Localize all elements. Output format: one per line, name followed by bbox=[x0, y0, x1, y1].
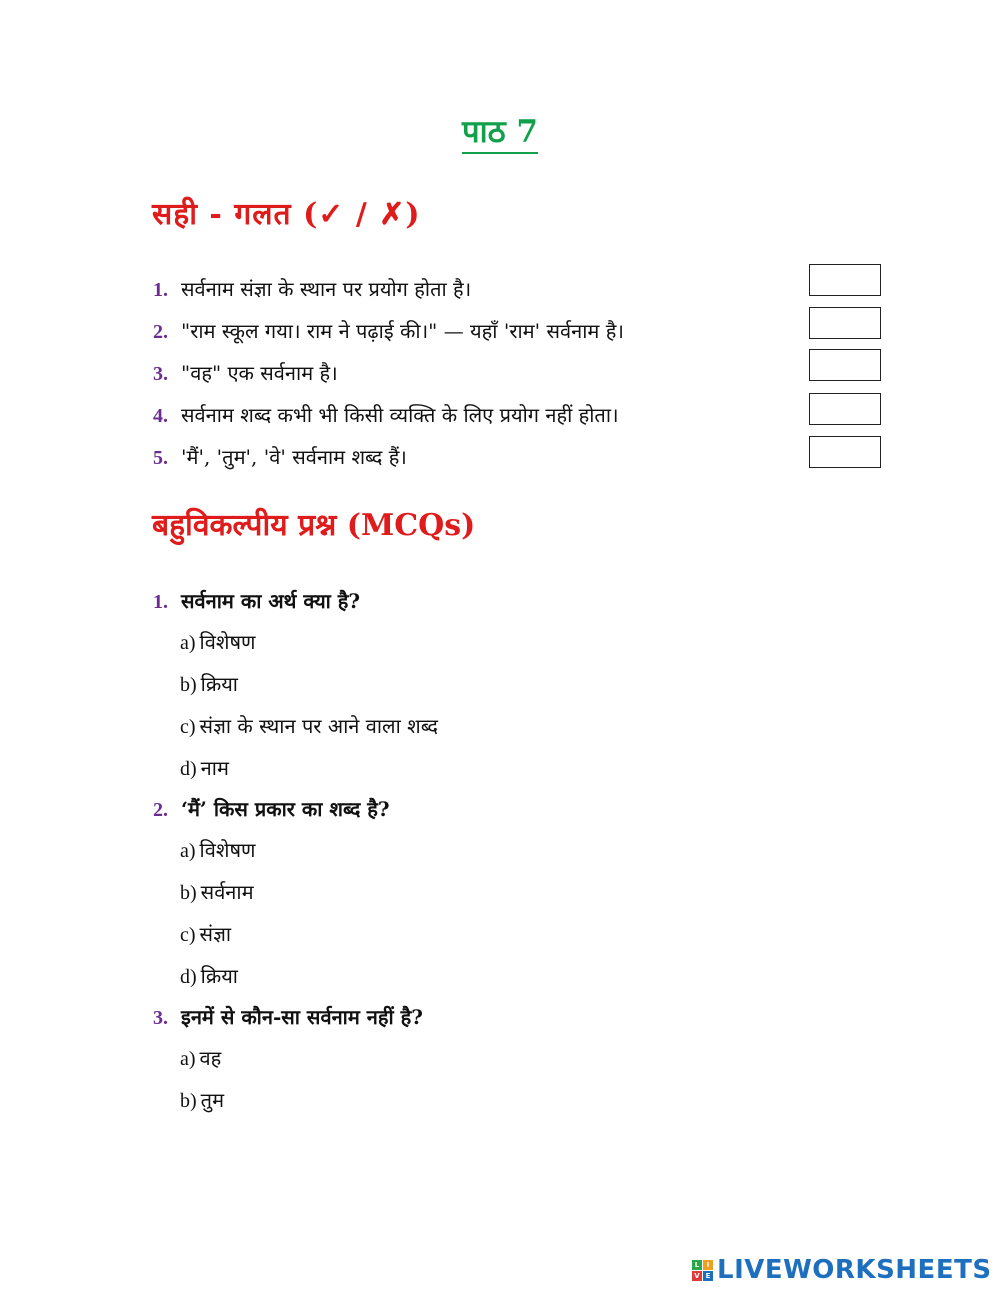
question-text: सर्वनाम का अर्थ क्या है? bbox=[181, 589, 361, 613]
question-number: 1. bbox=[153, 279, 168, 301]
question-text: "वह" एक सर्वनाम है। bbox=[181, 361, 338, 385]
mcq-question bbox=[153, 795, 390, 822]
tf-question bbox=[153, 359, 338, 386]
mcq-option[interactable] bbox=[180, 754, 229, 781]
question-number: 3. bbox=[153, 1007, 168, 1029]
mcq-option[interactable] bbox=[180, 920, 231, 947]
mcq-question bbox=[153, 1003, 423, 1030]
mcq-question bbox=[153, 587, 360, 614]
option-text: संज्ञा bbox=[199, 922, 232, 946]
option-letter: a) bbox=[180, 632, 196, 654]
mcq-option[interactable] bbox=[180, 628, 255, 655]
option-letter: b) bbox=[180, 1090, 197, 1112]
question-text: सर्वनाम शब्द कभी भी किसी व्यक्ति के लिए प्रयोग नहीं होता। bbox=[181, 403, 619, 427]
tf-question bbox=[153, 401, 619, 428]
option-letter: c) bbox=[180, 924, 196, 946]
option-text: वह bbox=[199, 1046, 222, 1070]
question-number: 2. bbox=[153, 799, 168, 821]
option-letter: c) bbox=[180, 716, 196, 738]
option-letter: b) bbox=[180, 674, 197, 696]
liveworksheets-brand bbox=[692, 1253, 992, 1287]
option-text: क्रिया bbox=[200, 964, 238, 988]
lesson-title bbox=[0, 110, 1000, 152]
question-text: इनमें से कौन-सा सर्वनाम नहीं है? bbox=[181, 1005, 423, 1029]
answer-box-1[interactable] bbox=[809, 264, 881, 296]
mcq-option[interactable] bbox=[180, 670, 238, 697]
true-false-section-title: सही - गलत (✓ / ✗) bbox=[152, 197, 421, 232]
tf-question bbox=[153, 275, 471, 302]
question-text: 'मैं', 'तुम', 'वे' सर्वनाम शब्द हैं। bbox=[181, 445, 407, 469]
question-number: 5. bbox=[153, 447, 168, 469]
question-text: ‘मैं’ किस प्रकार का शब्द है? bbox=[181, 797, 390, 821]
liveworksheets-logo-icon: L I V E bbox=[692, 1260, 713, 1281]
tf-question bbox=[153, 443, 407, 470]
option-text: सर्वनाम bbox=[200, 880, 254, 904]
question-number: 2. bbox=[153, 321, 168, 343]
option-letter: a) bbox=[180, 840, 196, 862]
option-text: विशेषण bbox=[199, 630, 256, 654]
option-text: नाम bbox=[200, 756, 229, 780]
option-text: विशेषण bbox=[199, 838, 256, 862]
mcq-option[interactable] bbox=[180, 1086, 224, 1113]
option-letter: b) bbox=[180, 882, 197, 904]
option-text: संज्ञा के स्थान पर आने वाला शब्द bbox=[199, 714, 439, 738]
mcq-option[interactable] bbox=[180, 1044, 221, 1071]
option-text: क्रिया bbox=[200, 672, 238, 696]
tf-question bbox=[153, 317, 624, 344]
answer-box-2[interactable] bbox=[809, 307, 881, 339]
option-letter: a) bbox=[180, 1048, 196, 1070]
question-number: 4. bbox=[153, 405, 168, 427]
mcq-section-title: बहुविकल्पीय प्रश्न (MCQs) bbox=[152, 508, 476, 543]
answer-box-4[interactable] bbox=[809, 393, 881, 425]
lesson-title-text: पाठ 7 bbox=[462, 114, 538, 154]
question-number: 3. bbox=[153, 363, 168, 385]
mcq-option[interactable] bbox=[180, 962, 238, 989]
answer-box-5[interactable] bbox=[809, 436, 881, 468]
answer-box-3[interactable] bbox=[809, 349, 881, 381]
mcq-option[interactable] bbox=[180, 878, 254, 905]
option-letter: d) bbox=[180, 758, 197, 780]
brand-name: LIVEWORKSHEETS bbox=[717, 1255, 992, 1285]
option-text: तुम bbox=[200, 1088, 225, 1112]
option-letter: d) bbox=[180, 966, 197, 988]
question-text: "राम स्कूल गया। राम ने पढ़ाई की।" — यहाँ 'राम' सर्वनाम है। bbox=[181, 319, 624, 343]
mcq-option[interactable] bbox=[180, 836, 255, 863]
mcq-option[interactable] bbox=[180, 712, 438, 739]
question-text: सर्वनाम संज्ञा के स्थान पर प्रयोग होता है। bbox=[181, 277, 472, 301]
question-number: 1. bbox=[153, 591, 168, 613]
